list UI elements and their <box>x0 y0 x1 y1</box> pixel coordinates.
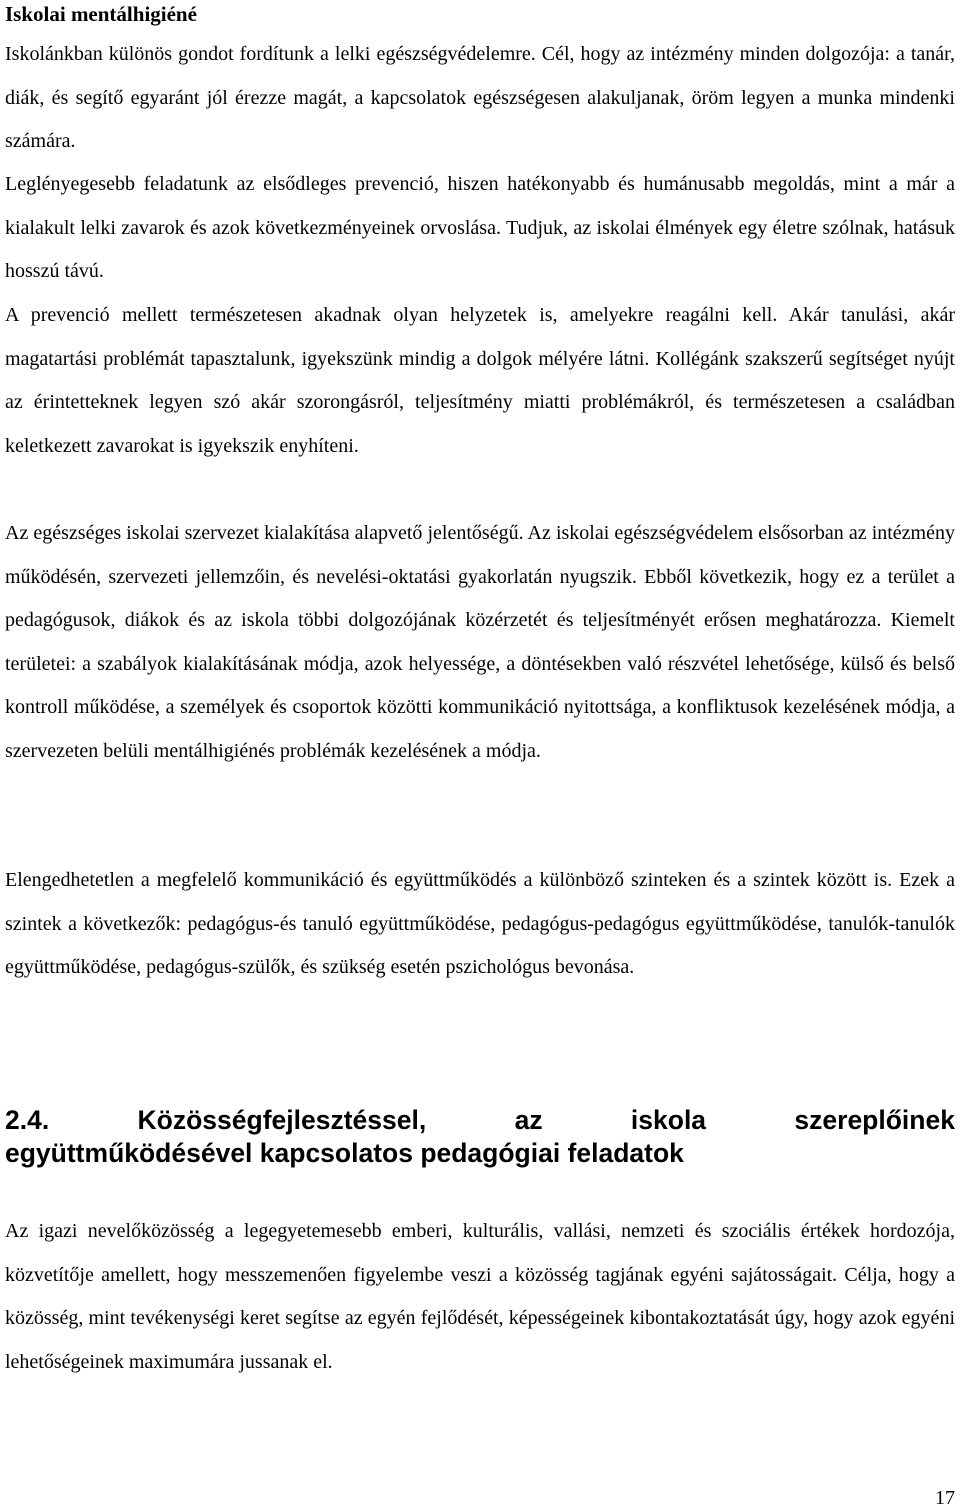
paragraph-intro: Iskolánkban különös gondot fordítunk a lelki egészségvédelemre. Cél, hogy az intézmény minden dolgozója: a tanár, diák, és segítő egyaránt jól érezze magát, a kapcsolatok egészségesen alakuljanak, öröm legyen a munka mindenki számára. <box>5 43 955 152</box>
paragraph-organization: Az egészséges iskolai szervezet kialakítása alapvető jelentőségű. Az iskolai egészségvédelem elsősorban az intézmény működésén, szervezeti jellemzőin, és nevelési-oktatási gyakorlatán nyugszik. Ebből következik, hogy ez a terület a pedagógusok, diákok és az iskola többi dolgozójának közérzetét és teljesítményét erősen meghatározza. Kiemelt területei: a szabályok kialakításának módja, azok helyessége, a döntésekben való részvétel lehetősége, külső és belső kontroll működése, a személyek és csoportok közötti kommunikáció nyitottsága, a konfliktusok kezelésének módja, a szervezeten belüli mentálhigiénés problémák kezelésének a módja. <box>5 522 955 762</box>
paragraph-prevention: Leglényegesebb feladatunk az elsődleges prevenció, hiszen hatékonyabb és humánusabb megoldás, mint a már a kialakult lelki zavarok és azok következményeinek orvoslása. Tudjuk, az iskolai élmények egy életre szólnak, hatásuk hosszú távú. <box>5 173 955 282</box>
heading-word: az <box>514 1105 543 1135</box>
heading-word: szereplőinek <box>794 1105 955 1135</box>
section-title: Iskolai mentálhigiéné <box>5 2 197 26</box>
paragraph-community: Az igazi nevelőközösség a legegyetemesebb emberi, kulturális, vallási, nemzeti és szociális értékek hordozója, közvetítője amellett, hogy messzemenően figyelembe veszi a közösség tagjának egyéni sajátosságait. Célja, hogy a közösség, mint tevékenységi keret segítse az egyén fejlődését, képességeinek kibontakoztatását úgy, hogy azok egyéni lehetőségeinek maximumára jussanak el. <box>5 1220 955 1373</box>
page-number: 17 <box>935 1487 955 1509</box>
paragraph-intervention: A prevenció mellett természetesen akadnak olyan helyzetek is, amelyekre reagálni kell. Akár tanulási, akár magatartási problémát tapasztalunk, igyekszünk mindig a dolgok mélyére látni. Kollégánk szakszerű segítséget nyújt az érintetteknek legyen szó akár szorongásról, teljesítmény miatti problémákról, és természetesen a családban keletkezett zavarokat is igyekszik enyhíteni. <box>5 304 955 457</box>
paragraph-communication: Elengedhetetlen a megfelelő kommunikáció és együttműködés a különböző szinteken és a szintek között is. Ezek a szintek a következők: pedagógus-és tanuló együttműködése, pedagógus-pedagógus együttműködése, tanulók-tanulók együttműködése, pedagógus-szülők, és szükség esetén pszichológus bevonása. <box>5 869 955 978</box>
heading-word: iskola <box>630 1105 707 1135</box>
heading-word: Közösségfejlesztéssel, <box>137 1105 427 1135</box>
section-heading-2-4 <box>5 1104 955 1170</box>
heading-number: 2.4. <box>5 1105 50 1135</box>
heading-line-2: együttműködésével kapcsolatos pedagógiai feladatok <box>5 1138 684 1168</box>
heading-line-1 <box>5 1104 955 1137</box>
